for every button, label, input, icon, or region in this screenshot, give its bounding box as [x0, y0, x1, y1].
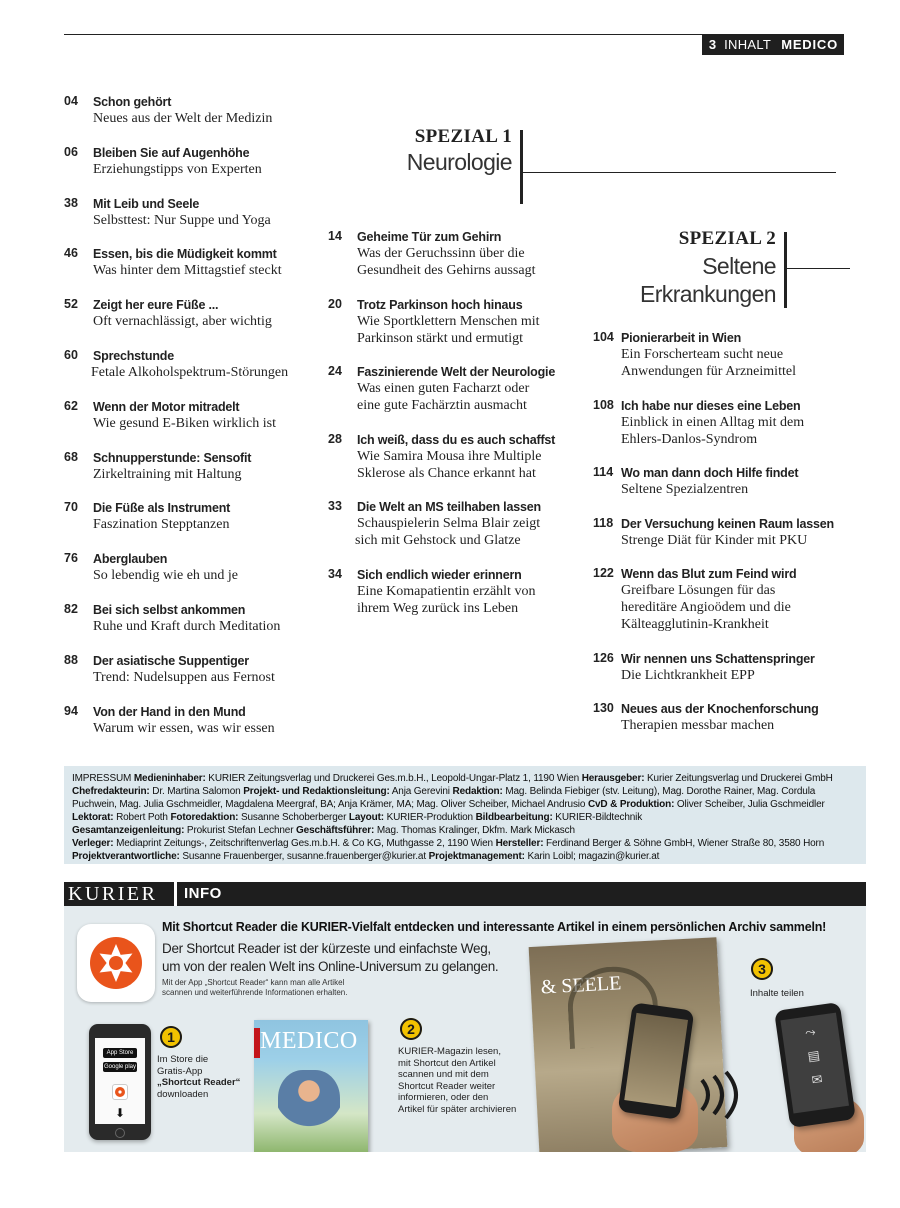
step-2-line5: informieren, oder den: [398, 1092, 489, 1103]
cover-photo: [278, 1070, 340, 1140]
impressum-value: Prokurist Stefan Lechner: [186, 825, 294, 836]
share-icon: ⤳: [804, 1023, 817, 1040]
impressum-key: Gesamtanzeigenleitung:: [72, 825, 185, 836]
horizontal-rule: [522, 172, 836, 173]
toc-column-right: [593, 330, 853, 752]
toc-item[interactable]: [328, 364, 578, 432]
toc-subtitle-line1: Was der Geruchssinn über die: [357, 246, 525, 261]
spezial-1-heading: [360, 126, 512, 176]
vertical-rule: [784, 232, 787, 308]
toc-subtitle-line1: Was einen guten Facharzt oder: [357, 381, 530, 396]
toc-subtitle-line1: Seltene Spezialzentren: [621, 482, 749, 497]
info-note: [162, 978, 462, 998]
impressum-value: Ferdinand Berger & Söhne GmbH, Wiener Straße 80, 3580 Horn: [546, 838, 825, 849]
toc-item[interactable]: [328, 229, 578, 297]
toc-title: Ich habe nur dieses eine Leben: [621, 398, 801, 413]
impressum-line: [72, 811, 858, 824]
app-store-badge: App Store: [103, 1048, 137, 1058]
step-3-text: [750, 988, 840, 1000]
toc-item[interactable]: [64, 704, 324, 755]
download-arrow-icon: ⬇: [115, 1106, 126, 1120]
toc-item[interactable]: [64, 399, 324, 450]
impressum-value: Anja Gerevini: [391, 786, 450, 797]
impressum-key: Projektmanagement:: [428, 851, 525, 862]
bar-separator: [174, 882, 177, 906]
impressum-key: Geschäftsführer:: [296, 825, 375, 836]
step-3-line1: Inhalte teilen: [750, 988, 804, 999]
toc-page-number: 28: [328, 431, 342, 446]
spezial-2-heading: [600, 228, 776, 308]
toc-title: Bleiben Sie auf Augenhöhe: [93, 145, 250, 160]
step-1-line1: Im Store die: [157, 1054, 209, 1065]
impressum-value: Susanne Schoberberger: [240, 812, 347, 823]
toc-page-number: 24: [328, 364, 342, 378]
toc-title: Sprechstunde: [93, 348, 174, 363]
horizontal-rule: [786, 268, 850, 269]
toc-subtitle-line1: Eine Komapatientin erzählt von: [357, 583, 536, 599]
toc-subtitle-line2: Parkinson stärkt und ermutigt: [357, 330, 524, 346]
toc-subtitle: Oft vernachlässigt, aber wichtig: [93, 314, 272, 330]
toc-title: Zeigt her eure Füße ...: [93, 298, 219, 313]
sharing-phone: [774, 1002, 856, 1128]
toc-page-number: 108: [593, 397, 614, 412]
toc-page-number: 94: [64, 703, 78, 718]
step-1-line2: Gratis-App: [157, 1065, 203, 1077]
toc-item[interactable]: [64, 653, 324, 704]
toc-subtitle-line1: Therapien messbar machen: [621, 718, 775, 733]
toc-page-number: 122: [593, 566, 614, 580]
impressum-key: Medieninhaber:: [133, 773, 206, 784]
toc-title: Faszinierende Welt der Neurologie: [357, 365, 556, 379]
section-label: INHALT: [724, 37, 772, 52]
impressum-value: KURIER-Produktion: [386, 812, 473, 823]
toc-item[interactable]: [64, 145, 324, 196]
signal-waves-icon: [692, 1070, 752, 1120]
toc-title: Ich weiß, dass du es auch schaffst: [357, 432, 556, 447]
page-number: 3: [708, 37, 717, 52]
toc-subtitle-line1: Wie Sportklettern Menschen mit: [357, 313, 540, 329]
impressum-key: Hersteller:: [495, 838, 544, 849]
toc-page-number: 06: [64, 144, 78, 159]
info-note-line1: Mit der App „Shortcut Reader“ kann man alle Artikel: [162, 978, 345, 987]
toc-subtitle-line2: eine gute Fachärztin ausmacht: [357, 398, 527, 413]
toc-page-number: 68: [64, 449, 78, 464]
toc-subtitle-line3: Kälteagglutinin-Krankheit: [621, 617, 769, 632]
phone-screen: [780, 1013, 849, 1114]
toc-subtitle-line1: Greifbare Lösungen für das: [621, 583, 776, 598]
impressum-value: Kurier Zeitungsverlag und Druckerei GmbH: [647, 773, 833, 784]
home-button: [115, 1128, 125, 1138]
toc-item[interactable]: [64, 246, 324, 297]
step-2-line2: mit Shortcut den Artikel: [398, 1057, 496, 1069]
toc-title: Essen, bis die Müdigkeit kommt: [93, 247, 277, 262]
impressum-key: Projektverantwortliche:: [72, 851, 180, 862]
brand-label: MEDICO: [781, 37, 838, 52]
toc-subtitle-line1: Die Lichtkrankheit EPP: [621, 667, 755, 683]
toc-title: Mit Leib und Seele: [93, 196, 200, 211]
toc-page-number: 114: [593, 465, 614, 479]
toc-page-number: 62: [64, 398, 78, 413]
toc-subtitle: Selbsttest: Nur Suppe und Yoga: [93, 212, 271, 228]
impressum-key: Fotoredaktion:: [170, 812, 239, 823]
toc-item[interactable]: [64, 196, 324, 247]
toc-page-number: 88: [64, 652, 78, 667]
toc-subtitle-line1: Einblick in einen Alltag mit dem: [621, 414, 805, 430]
toc-item[interactable]: [328, 297, 578, 365]
toc-subtitle-line2: hereditäre Angioödem und die: [621, 600, 791, 615]
step-2-line4: Shortcut Reader weiter: [398, 1080, 496, 1092]
toc-subtitle-line2: sich mit Gehstock und Glatze: [355, 533, 521, 548]
toc-page-number: 70: [64, 500, 78, 515]
toc-page-number: 46: [64, 246, 78, 261]
impressum-value: Mag. Thomas Kralinger, Dkfm. Mark Mickasch: [376, 825, 575, 836]
toc-item[interactable]: [328, 567, 578, 635]
impressum-key: Bildbearbeitung:: [475, 812, 553, 823]
impressum-label: IMPRESSUM: [72, 773, 132, 784]
toc-column-left: [64, 94, 324, 754]
impressum-key: CvD & Produktion:: [587, 799, 675, 810]
info-lead: [162, 940, 522, 976]
impressum-line: [72, 772, 858, 785]
toc-column-middle: [328, 229, 578, 634]
impressum-value: Mediaprint Zeitungs-, Zeitschriftenverlag Ges.m.b.H. & Co KG, Muthgasse 2, 1190 Wien: [116, 838, 493, 849]
vertical-rule: [520, 130, 523, 204]
toc-subtitle: Trend: Nudelsuppen aus Fernost: [93, 669, 275, 685]
google-play-badge: Google play: [103, 1064, 137, 1070]
toc-subtitle: Erziehungstipps von Experten: [93, 161, 262, 177]
toc-item[interactable]: [328, 432, 578, 500]
step-1-line3: „Shortcut Reader“: [157, 1077, 241, 1088]
toc-item[interactable]: [328, 499, 578, 567]
impressum-value: Susanne Frauenberger, susanne.frauenberger@kurier.at: [182, 851, 426, 862]
impressum-box: [64, 766, 866, 864]
impressum-value: Mag. Belinda Fiebiger (stv. Leitung), Mag. Dorothe Rainer, Mag. Cordula: [505, 786, 816, 797]
toc-page-number: 33: [328, 499, 342, 513]
impressum-line: [72, 798, 858, 811]
spezial-kicker: SPEZIAL 2: [678, 228, 776, 249]
shortcut-reader-panel: [64, 906, 866, 1152]
toc-page-number: 82: [64, 601, 78, 616]
toc-item[interactable]: [593, 651, 853, 702]
impressum-line: [72, 785, 858, 798]
magazine-cover: [254, 1020, 368, 1152]
toc-item[interactable]: [593, 465, 853, 516]
impressum-key: Projekt- und Redaktionsleitung:: [243, 786, 390, 797]
toc-subtitle-line2: Gesundheit des Gehirns aussagt: [357, 263, 536, 278]
toc-title: Von der Hand in den Mund: [93, 704, 246, 719]
toc-title: Pionierarbeit in Wien: [621, 331, 742, 345]
chat-icon: ▤: [806, 1047, 821, 1064]
impressum-line: [72, 837, 858, 850]
spezial-kicker: SPEZIAL 1: [414, 126, 512, 147]
toc-title: Bei sich selbst ankommen: [93, 602, 246, 617]
impressum-value: Oliver Scheiber, Julia Gschmeidler: [676, 799, 825, 810]
step-2-line3: scannen und mit dem: [398, 1069, 489, 1080]
phone-illustration: [89, 1024, 151, 1140]
toc-subtitle: Ruhe und Kraft durch Meditation: [93, 618, 281, 634]
toc-page-number: 60: [64, 347, 78, 362]
spezial-name: Neurologie: [406, 149, 512, 175]
impressum-key: Chefredakteurin:: [72, 786, 150, 797]
toc-item[interactable]: [64, 348, 324, 399]
impressum-value: Robert Poth: [116, 812, 168, 823]
impressum-key: Redaktion:: [452, 786, 503, 797]
toc-title: Wenn das Blut zum Feind wird: [621, 567, 797, 581]
toc-item[interactable]: [593, 701, 853, 752]
toc-title: Schon gehört: [93, 95, 172, 109]
toc-title: Der Versuchung keinen Raum lassen: [621, 516, 834, 531]
toc-title: Die Welt an MS teilhaben lassen: [357, 500, 541, 514]
photo-title: & SEELE: [540, 972, 622, 999]
toc-title: Neues aus der Knochenforschung: [621, 702, 819, 716]
toc-subtitle-line1: Schauspielerin Selma Blair zeigt: [357, 516, 541, 531]
toc-title: Schnupperstunde: Sensofit: [93, 450, 252, 465]
toc-item[interactable]: [593, 566, 853, 651]
toc-subtitle-line1: Ein Forscherteam sucht neue: [621, 347, 784, 362]
toc-title: Trotz Parkinson hoch hinaus: [357, 297, 523, 312]
impressum-line: [72, 824, 858, 837]
step-1-line4: downloaden: [157, 1088, 209, 1100]
toc-page-number: 34: [328, 566, 342, 581]
toc-item[interactable]: [64, 297, 324, 348]
toc-subtitle-line2: ihrem Weg zurück ins Leben: [357, 600, 519, 616]
toc-subtitle-line2: Sklerose als Chance erkannt hat: [357, 465, 536, 481]
toc-page-number: 76: [64, 551, 78, 566]
toc-title: Die Füße als Instrument: [93, 501, 231, 516]
phone-screen: [95, 1038, 145, 1124]
impressum-key: Layout:: [348, 812, 384, 823]
toc-title: Wir nennen uns Schattenspringer: [621, 651, 815, 666]
toc-subtitle: So lebendig wie eh und je: [93, 568, 239, 584]
toc-page-number: 20: [328, 296, 342, 311]
info-note-line2: scannen und weiterführende Informationen erhalten.: [162, 988, 348, 997]
info-lead-line2: um von der realen Welt ins Online-Universum zu gelangen.: [162, 959, 499, 974]
magazine-title: MEDICO: [260, 1028, 358, 1054]
mail-icon: ✉: [810, 1071, 824, 1088]
toc-title: Wenn der Motor mitradelt: [93, 399, 240, 414]
app-logo-icon: [77, 924, 155, 1002]
page-header: [702, 34, 844, 55]
toc-title: Geheime Tür zum Gehirn: [357, 230, 502, 244]
toc-item[interactable]: [64, 450, 324, 501]
toc-subtitle: Was hinter dem Mittagstief steckt: [93, 263, 282, 279]
toc-subtitle: Neues aus der Welt der Medizin: [93, 111, 273, 126]
impressum-line: [72, 850, 858, 863]
toc-title: Sich endlich wieder erinnern: [357, 567, 522, 582]
step-3-badge: 3: [751, 958, 773, 980]
info-label: INFO: [184, 885, 222, 902]
impressum-key: Lektorat:: [72, 812, 114, 823]
phone-screen: [624, 1013, 688, 1107]
spezial-name-line2: Erkrankungen: [640, 281, 776, 307]
toc-subtitle: Zirkeltraining mit Haltung: [93, 466, 242, 482]
step-2-text: [398, 1046, 528, 1115]
toc-subtitle: Warum wir essen, was wir essen: [93, 720, 275, 736]
impressum-value: Karin Loibl; magazin@kurier.at: [527, 851, 660, 862]
toc-item[interactable]: [64, 602, 324, 653]
step-2-line1: KURIER-Magazin lesen,: [398, 1046, 501, 1057]
info-lead-line1: Der Shortcut Reader ist der kürzeste und einfachste Weg,: [162, 941, 491, 956]
toc-subtitle-line2: Ehlers-Danlos-Syndrom: [621, 431, 758, 447]
toc-subtitle-line1: Strenge Diät für Kinder mit PKU: [621, 532, 808, 548]
impressum-key: Herausgeber:: [581, 773, 645, 784]
toc-item[interactable]: [64, 500, 324, 551]
step-2-badge: 2: [400, 1018, 422, 1040]
toc-subtitle-line2: Anwendungen für Arzneimittel: [621, 364, 796, 379]
toc-page-number: 38: [64, 195, 78, 210]
step-2-line6: Artikel für später archivieren: [398, 1103, 517, 1115]
step-1-badge: 1: [160, 1026, 182, 1048]
impressum-value: KURIER-Bildtechnik: [555, 812, 643, 823]
toc-subtitle-line1: Wie Samira Mousa ihre Multiple: [357, 448, 542, 464]
toc-subtitle: Wie gesund E-Biken wirklich ist: [93, 415, 276, 431]
info-headline: Mit Shortcut Reader die KURIER-Vielfalt entdecken und interessante Artikel in einem persönlichen Archiv sammeln!: [162, 920, 827, 934]
step-1-text: [157, 1054, 252, 1100]
toc-item[interactable]: [593, 398, 853, 466]
toc-page-number: 118: [593, 515, 614, 530]
kurier-logo: KURIER: [68, 883, 158, 905]
impressum-key: Verleger:: [72, 838, 114, 849]
spezial-name-line1: Seltene: [702, 253, 776, 279]
toc-subtitle: Faszination Stepptanzen: [93, 517, 230, 533]
toc-page-number: 104: [593, 330, 614, 344]
toc-title: Wo man dann doch Hilfe findet: [621, 466, 799, 480]
app-logo-icon: [112, 1084, 128, 1100]
toc-item[interactable]: [593, 516, 853, 567]
toc-page-number: 126: [593, 650, 614, 665]
toc-page-number: 52: [64, 297, 78, 312]
toc-page-number: 14: [328, 229, 342, 243]
toc-page-number: 130: [593, 701, 614, 715]
toc-title: Der asiatische Suppentiger: [93, 653, 249, 668]
toc-title: Aberglauben: [93, 552, 168, 567]
toc-page-number: 04: [64, 94, 78, 108]
impressum-value: KURIER Zeitungsverlag und Druckerei Ges.m.b.H., Leopold-Ungar-Platz 1, 1190 Wien: [208, 773, 580, 784]
impressum-value: Dr. Martina Salomon: [152, 786, 241, 797]
toc-subtitle: Fetale Alkoholspektrum-Störungen: [91, 364, 289, 380]
toc-item[interactable]: [593, 330, 853, 398]
toc-item[interactable]: [64, 94, 324, 145]
toc-item[interactable]: [64, 551, 324, 602]
impressum-value: Puchwein, Mag. Julia Gschmeidler, Magdalena Meergraf, BA; Anja Krämer, MA; Mag. Oliver Scheiber, Michael Andrusio: [72, 799, 586, 810]
kurier-info-bar: [64, 882, 866, 906]
